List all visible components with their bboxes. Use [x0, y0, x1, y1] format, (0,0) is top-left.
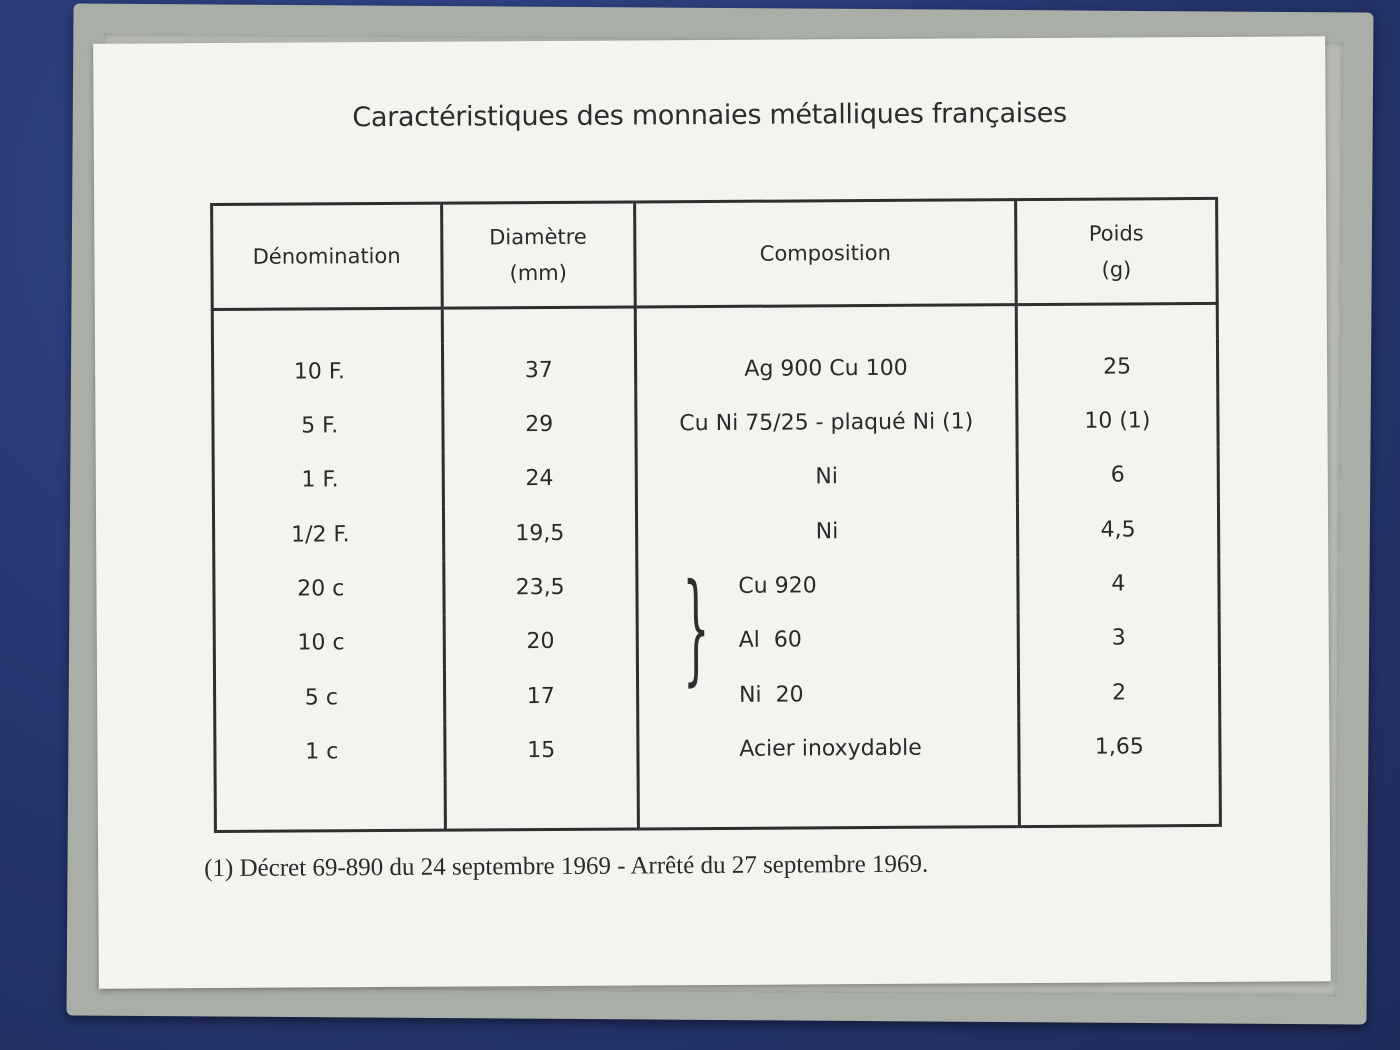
- cell-denomination: 10 F.: [212, 344, 442, 400]
- table-row: [212, 339, 1217, 399]
- cell-denomination: 5 F.: [213, 398, 443, 454]
- table-row: [213, 393, 1218, 453]
- table-row: [214, 611, 1219, 671]
- coin-characteristics-table: [210, 197, 1222, 833]
- table-row: [214, 665, 1219, 725]
- cell-poids: 6: [1017, 448, 1218, 504]
- table-header-row: [212, 198, 1218, 309]
- cell-denomination: 20 c: [214, 561, 444, 617]
- cell-diametre: 23,5: [443, 560, 637, 615]
- table-row: [215, 719, 1220, 779]
- page-title: Caractéristiques des monnaies métalliques françaises: [352, 97, 1067, 134]
- table-row: [213, 448, 1218, 508]
- cell-composition: Ag 900 Cu 100: [635, 340, 1016, 397]
- cell-diametre: 29: [442, 397, 636, 452]
- header-denomination: Dénomination: [212, 203, 442, 309]
- header-composition: Composition: [635, 200, 1017, 307]
- cell-composition: Ni 20: [637, 666, 1018, 723]
- cell-diametre: 24: [443, 451, 637, 506]
- cell-diametre: 20: [444, 614, 638, 669]
- cell-denomination: 1 c: [215, 724, 445, 780]
- cell-diametre: 19,5: [443, 506, 637, 561]
- cell-poids: 2: [1018, 665, 1219, 721]
- brace-symbol: }: [682, 559, 710, 699]
- cell-poids: 3: [1018, 611, 1219, 667]
- cell-diametre: 17: [444, 668, 638, 723]
- info-card: [93, 36, 1331, 989]
- header-diametre: Diamètre (mm): [441, 202, 635, 308]
- cell-composition: Acier inoxydable: [638, 720, 1019, 777]
- cell-composition: Al 60: [637, 612, 1018, 669]
- cell-poids: 4: [1018, 556, 1219, 612]
- header-poids: Poids (g): [1015, 198, 1217, 304]
- cell-composition: Ni: [636, 449, 1017, 506]
- cell-denomination: 5 c: [214, 670, 444, 726]
- cell-composition: } Cu 920: [637, 558, 1018, 615]
- cell-denomination: 10 c: [214, 615, 444, 671]
- cell-composition: Cu Ni 75/25 - plaqué Ni (1): [636, 395, 1017, 452]
- table-row: [214, 556, 1219, 616]
- table-row: [213, 502, 1218, 562]
- cell-poids: 25: [1016, 339, 1217, 395]
- cell-poids: 4,5: [1017, 502, 1218, 558]
- cell-composition: Ni: [636, 503, 1017, 560]
- cell-poids: 1,65: [1019, 719, 1220, 775]
- cell-poids: 10 (1): [1017, 393, 1218, 449]
- cell-diametre: 15: [444, 723, 638, 778]
- cell-diametre: 37: [442, 343, 636, 398]
- cell-denomination: 1/2 F.: [213, 507, 443, 563]
- footnote: (1) Décret 69-890 du 24 septembre 1969 - Arrêté du 27 septembre 1969.: [204, 850, 929, 883]
- cell-denomination: 1 F.: [213, 452, 443, 508]
